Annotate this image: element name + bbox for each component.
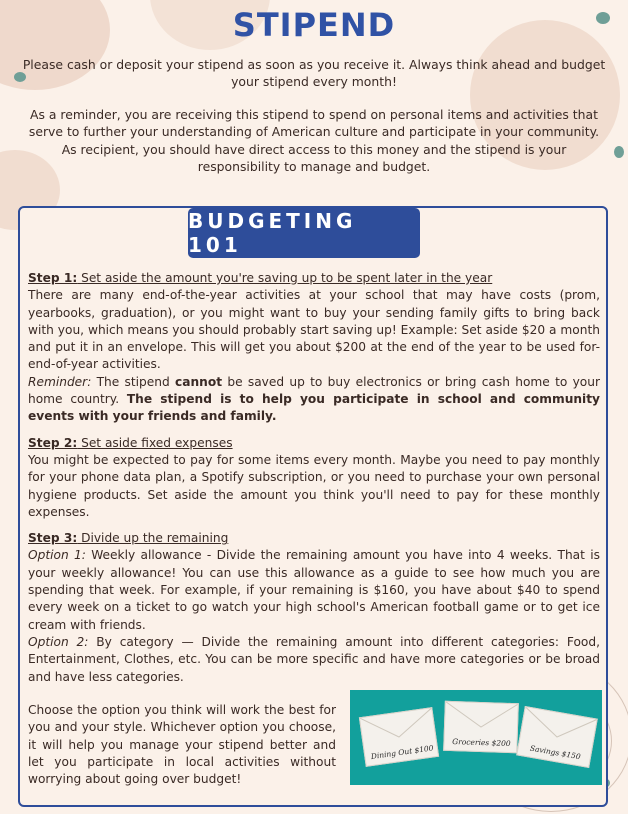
envelope-label: Dining Out $100 <box>370 743 435 762</box>
intro-paragraph-2: As a reminder, you are receiving this stipend to spend on personal items and activities that serve to further your understanding of American culture and participate in your community. As recipient, you should have direct access to this money and the stipend is your responsibility to manage and budget. <box>28 107 600 174</box>
reminder-emphasis: The stipend is to help you participate in school and community events with your friends and family. <box>28 392 600 424</box>
page-title: STIPEND <box>232 6 396 44</box>
decor-dot <box>614 146 624 158</box>
option1-body: Weekly allowance - Divide the remaining amount you have into 4 weeks. That is your weekly allowance! You can use this allowance as a guide to see how much you are spending that week. For example, if your remaining is $160, you have about $40 to spend every week on a ticket to go watch your high school's American football game or to get ice cream with friends. <box>28 548 600 632</box>
step2-title: Set aside fixed expenses <box>77 435 233 450</box>
budgeting-steps <box>28 270 600 686</box>
intro-paragraph-1: Please cash or deposit your stipend as soon as you receive it. Always think ahead and budget your stipend every month! <box>22 57 606 90</box>
step1-body: There are many end-of-the-year activities at your school that may have costs (prom, yearbooks, graduation), or you might want to buy your sending family gifts to bring back with you, which means you should probably start saving up! Example: Set aside $20 a month and put it in an envelope. This will get you about $200 at the end of the year to be used for-end-of-year activities. <box>28 288 600 372</box>
reminder-post: be saved up to buy electronics or bring cash home to your home country. <box>28 374 600 407</box>
step2-heading <box>28 435 600 452</box>
closing-paragraph: Choose the option you think will work the best for you and your style. Whichever option you choose, it will help you manage your stipend better and let you participate in local activities without worrying about going over budget! <box>28 703 336 787</box>
step2-body: You might be expected to pay for some items every month. Maybe you need to pay monthly for your phone data plan, a Spotify subscription, or you need to purchase your own personal hygiene products. Set aside the amount you think you'll need to pay for these monthly expenses. <box>28 452 600 519</box>
envelopes-image <box>350 690 602 785</box>
step3-option1 <box>28 547 600 633</box>
step1-reminder <box>28 374 600 426</box>
step1-heading <box>28 270 600 287</box>
reminder-pre: The stipend <box>91 374 176 389</box>
option2-label: Option 2: <box>28 634 89 649</box>
budgeting-card <box>18 206 608 807</box>
budgeting-banner: BUDGETING 101 <box>188 208 420 258</box>
step3-option2 <box>28 634 600 686</box>
reminder-bold: cannot <box>175 374 223 389</box>
option2-body: By category — Divide the remaining amount into different categories: Food, Entertainment, Clothes, etc. You can be more specific and have more categories or be broad and have less categories. <box>28 634 600 684</box>
option1-label: Option 1: <box>28 548 86 563</box>
envelope-savings <box>516 706 598 768</box>
step1-label: Step 1: <box>28 271 78 285</box>
envelope-label: Savings $150 <box>529 743 582 762</box>
step3-label: Step 3: <box>28 531 78 546</box>
step3-heading <box>28 530 600 547</box>
step2-label: Step 2: <box>28 435 78 450</box>
envelope-groceries <box>443 701 519 754</box>
reminder-label: Reminder: <box>28 374 92 389</box>
envelope-label: Groceries $200 <box>452 737 511 749</box>
step3-title: Divide up the remaining <box>77 531 229 546</box>
step1-title: Set aside the amount you're saving up to be spent later in the year <box>77 271 493 285</box>
envelope-dining-out <box>359 707 439 767</box>
